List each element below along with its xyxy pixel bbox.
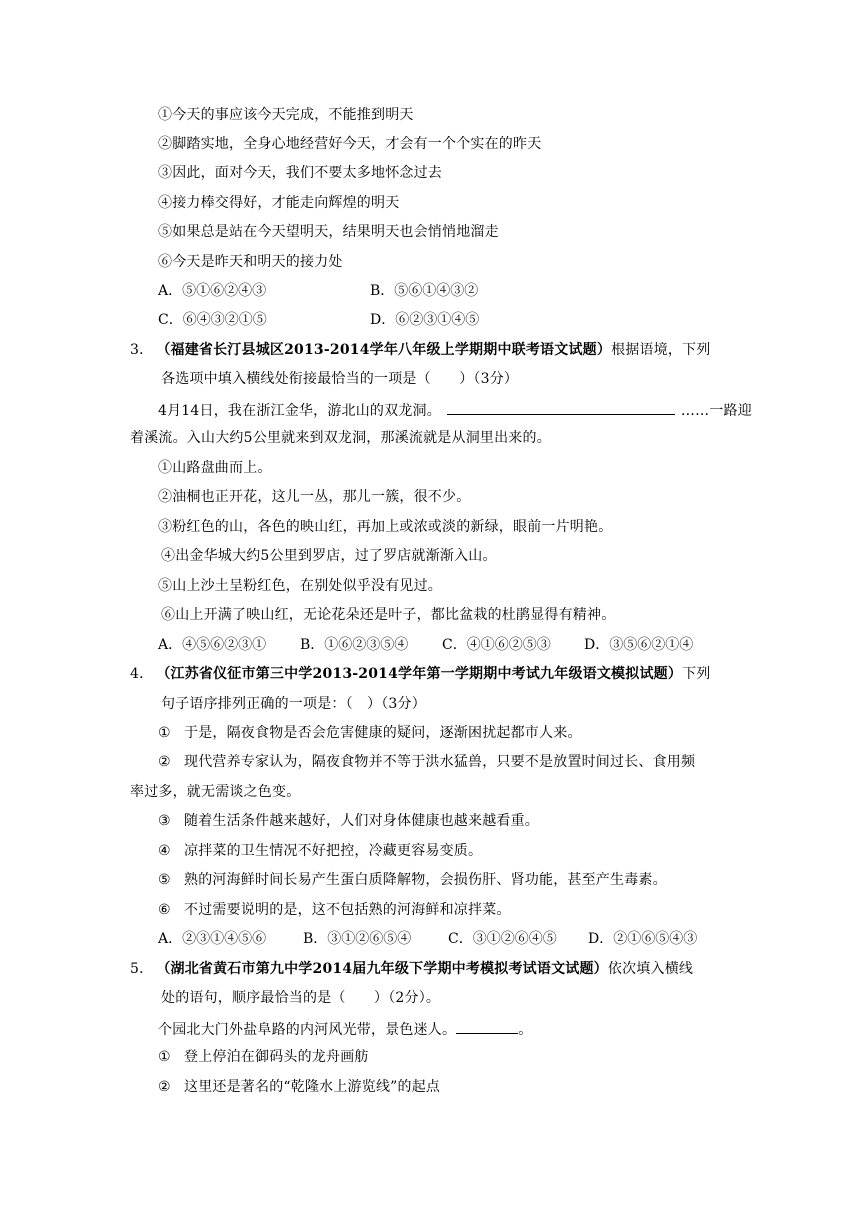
q4-item-4 [158, 841, 482, 861]
q3-stem-1: 根据语境，下列 [611, 342, 711, 358]
q3-passage-1b: ……一路迎 [680, 403, 752, 419]
q3-stem-2: 各选项中填入横线处衔接最恰当的一项是（ ）（3分） [161, 371, 519, 387]
q4-option-d: D．②①⑥⑤④③ [588, 931, 698, 947]
q5-stem-1: 依次填入横线 [607, 961, 694, 977]
q4-item-1-text: 于是，隔夜食物是否会危害健康的疑问，逐渐困扰起都市人来。 [184, 725, 582, 741]
q4-item-1 [158, 723, 582, 743]
q5-item-2-mark: ② [158, 1079, 171, 1095]
q4-item-2-mark: ② [158, 754, 171, 770]
q5-stem-2: 处的语句，顺序最恰当的是（ ）（2分）。 [161, 990, 441, 1006]
q3-item-6: ⑥山上开满了映山红，无论花朵还是叶子，都比盆栽的杜鹃显得有精神。 [161, 607, 616, 623]
q4-item-6-text: 不过需要说明的是，这不包括熟的河海鲜和凉拌菜。 [184, 902, 511, 918]
q4-item-6 [158, 900, 511, 920]
q3-item-5: ⑤山上沙土呈粉红色，在别处似乎没有见过。 [158, 578, 442, 594]
q3-header [130, 340, 710, 360]
q4-item-1-mark: ① [158, 725, 171, 741]
q3-option-c: C．④①⑥②⑤③ [442, 637, 551, 653]
q3-option-a: A．④⑤⑥②③① [158, 637, 267, 653]
q5-number: 5． [130, 961, 154, 977]
q2-item-1: ①今天的事应该今天完成，不能推到明天 [158, 107, 414, 123]
q2-item-3: ③因此，面对今天，我们不要太多地怀念过去 [158, 165, 442, 181]
q2-option-c: C．⑥④③②①⑤ [158, 312, 267, 328]
q2-option-d: D．⑥②③①④⑤ [370, 312, 480, 328]
q4-header [130, 664, 710, 684]
q4-option-b: B．③①②⑥⑤④ [303, 931, 412, 947]
q4-stem-1: 下列 [682, 666, 711, 682]
q3-passage-1a: 4月14日，我在浙江金华，游北山的双龙洞。 [158, 403, 441, 419]
q3-item-3: ③粉红色的山，各色的映山红，再加上或浓或淡的新绿，眼前一片明艳。 [158, 519, 613, 535]
q4-item-3 [158, 811, 539, 831]
q2-item-6: ⑥今天是昨天和明天的接力处 [158, 254, 343, 270]
q5-item-1-mark: ① [158, 1049, 171, 1065]
q3-answer-blank [447, 399, 675, 415]
q5-passage-end: 。 [518, 1022, 533, 1038]
q4-item-4-text: 凉拌菜的卫生情况不好把控，冷藏更容易变质。 [184, 843, 483, 859]
q2-item-4: ④接力棒交得好，才能走向辉煌的明天 [158, 195, 400, 211]
q2-item-2: ②脚踏实地，全身心地经营好今天，才会有一个个实在的昨天 [158, 136, 542, 152]
q4-option-c: C．③①②⑥④⑤ [448, 931, 557, 947]
q5-item-2 [158, 1077, 440, 1097]
q4-item-2-text: 现代营养专家认为，隔夜食物并不等于洪水猛兽，只要不是放置时间过长、食用频 [184, 754, 696, 770]
q5-header [130, 959, 693, 979]
q3-option-d: D．③⑤⑥②①④ [584, 637, 694, 653]
q5-answer-blank [456, 1018, 518, 1034]
q3-option-b: B．①⑥②③⑤④ [300, 637, 409, 653]
q3-item-4: ④出金华城大约5公里到罗店，过了罗店就渐渐入山。 [161, 548, 497, 564]
q3-passage-line-2: 着溪流。入山大约5公里就来到双龙洞，那溪流就是从洞里出来的。 [130, 430, 551, 446]
q4-item-3-mark: ③ [158, 813, 171, 829]
q4-option-a: A．②③①④⑤⑥ [158, 931, 267, 947]
q4-source: （江苏省仪征市第三中学2013-2014学年第一学期期中考试九年级语文模拟试题） [163, 666, 683, 682]
q3-item-2: ②油桐也正开花，这儿一丛，那儿一簇，很不少。 [158, 489, 471, 505]
q4-item-6-mark: ⑥ [158, 902, 171, 918]
q3-number: 3． [130, 342, 154, 358]
q3-passage-line-1 [158, 399, 752, 419]
q4-item-5-mark: ⑤ [158, 872, 171, 888]
q4-item-5-text: 熟的河海鲜时间长易产生蛋白质降解物，会损伤肝、肾功能，甚至产生毒素。 [184, 872, 667, 888]
q3-source: （福建省长汀县城区2013-2014学年八年级上学期期中联考语文试题） [163, 342, 612, 358]
q5-source: （湖北省黄石市第九中学2014届九年级下学期中考模拟考试语文试题） [163, 961, 608, 977]
q5-item-1 [158, 1047, 369, 1067]
q4-item-4-mark: ④ [158, 843, 171, 859]
q4-stem-2: 句子语序排列正确的一项是：（ ）（3分） [161, 696, 426, 712]
q4-item-2-cont: 率过多，就无需谈之色变。 [130, 784, 301, 800]
q2-option-b: B．⑤⑥①④③② [370, 283, 479, 299]
q5-passage [158, 1018, 532, 1038]
q2-option-a: A．⑤①⑥②④③ [158, 283, 267, 299]
q5-item-2-text: 这里还是著名的“乾隆水上游览线”的起点 [184, 1079, 441, 1095]
q2-item-5: ⑤如果总是站在今天望明天，结果明天也会悄悄地溜走 [158, 224, 499, 240]
q4-item-2 [158, 752, 695, 772]
q4-item-3-text: 随着生活条件越来越好，人们对身体健康也越来越看重。 [184, 813, 539, 829]
q5-item-1-text: 登上停泊在御码头的龙舟画舫 [184, 1049, 369, 1065]
q4-item-5 [158, 870, 667, 890]
q3-item-1: ①山路盘曲而上。 [158, 460, 272, 476]
q4-number: 4． [130, 666, 154, 682]
q5-passage-text: 个园北大门外盐阜路的内河风光带，景色迷人。 [158, 1022, 457, 1038]
